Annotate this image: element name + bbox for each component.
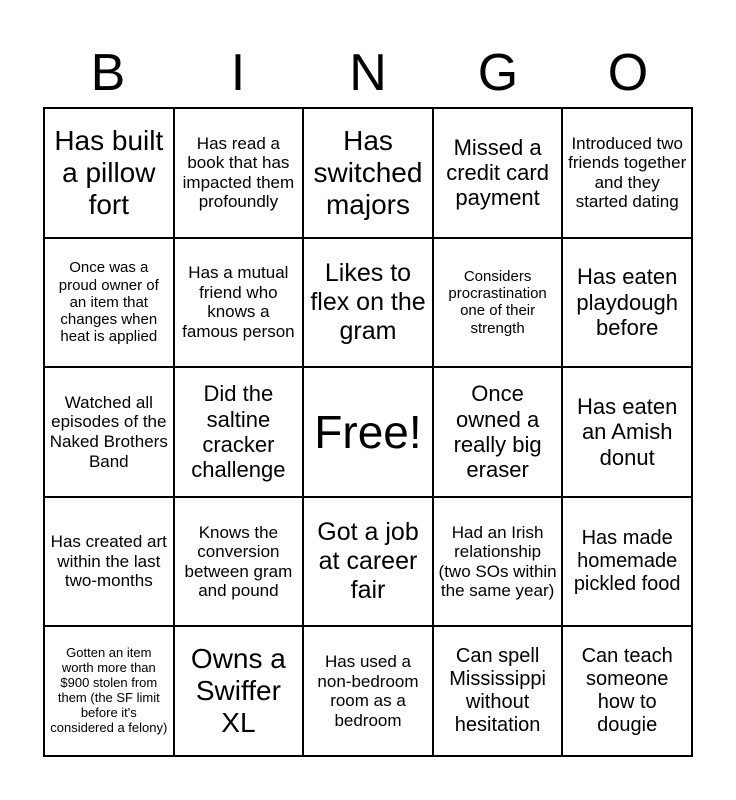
bingo-cell[interactable]: Has switched majors xyxy=(303,108,433,238)
bingo-cell[interactable]: Likes to flex on the gram xyxy=(303,238,433,368)
bingo-cell[interactable]: Got a job at career fair xyxy=(303,497,433,627)
bingo-cell[interactable]: Had an Irish relationship (two SOs within the same year) xyxy=(433,497,563,627)
bingo-cell[interactable]: Introduced two friends together and they started dating xyxy=(562,108,692,238)
header-letter-b: B xyxy=(90,44,126,102)
header-letter-i: I xyxy=(230,44,246,102)
bingo-cell[interactable]: Once was a proud owner of an item that changes when heat is applied xyxy=(44,238,174,368)
free-space[interactable]: Free! xyxy=(303,367,433,497)
bingo-header xyxy=(43,38,693,108)
bingo-card xyxy=(43,107,693,757)
header-letter-g: G xyxy=(477,44,519,102)
bingo-cell[interactable]: Has made homemade pickled food xyxy=(562,497,692,627)
bingo-cell[interactable]: Missed a credit card payment xyxy=(433,108,563,238)
bingo-cell[interactable]: Can teach someone how to dougie xyxy=(562,626,692,756)
bingo-cell[interactable]: Gotten an item worth more than $900 stolen from them (the SF limit before it's considered a felony) xyxy=(44,626,174,756)
bingo-cell[interactable]: Watched all episodes of the Naked Brothers Band xyxy=(44,367,174,497)
bingo-cell[interactable]: Has created art within the last two-months xyxy=(44,497,174,627)
bingo-cell[interactable]: Has eaten playdough before xyxy=(562,238,692,368)
bingo-cell[interactable]: Once owned a really big eraser xyxy=(433,367,563,497)
bingo-cell[interactable]: Knows the conversion between gram and pound xyxy=(174,497,304,627)
header-letter-n: N xyxy=(349,44,387,102)
bingo-cell[interactable]: Can spell Mississippi without hesitation xyxy=(433,626,563,756)
bingo-cell[interactable]: Owns a Swiffer XL xyxy=(174,626,304,756)
bingo-cell[interactable]: Has eaten an Amish donut xyxy=(562,367,692,497)
bingo-cell[interactable]: Has used a non-bedroom room as a bedroom xyxy=(303,626,433,756)
bingo-cell[interactable]: Has read a book that has impacted them profoundly xyxy=(174,108,304,238)
bingo-cell[interactable]: Has a mutual friend who knows a famous person xyxy=(174,238,304,368)
bingo-cell[interactable]: Did the saltine cracker challenge xyxy=(174,367,304,497)
bingo-cell[interactable]: Considers procrastination one of their strength xyxy=(433,238,563,368)
header-letter-o: O xyxy=(607,44,649,102)
bingo-cell[interactable]: Has built a pillow fort xyxy=(44,108,174,238)
